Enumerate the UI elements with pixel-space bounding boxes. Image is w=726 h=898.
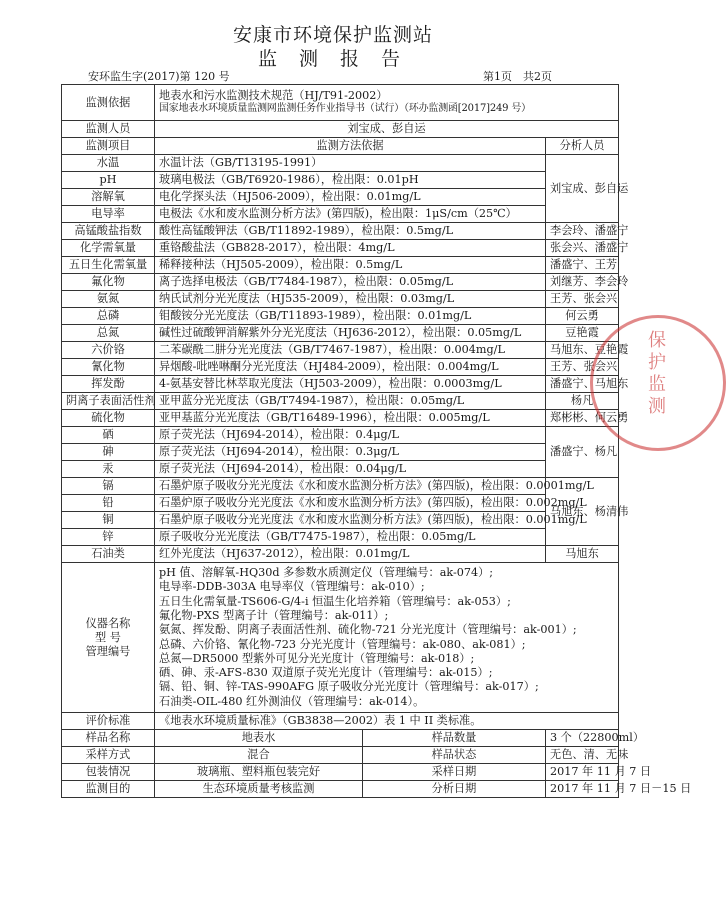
sampling-method-value: 混合	[155, 747, 363, 764]
item-analyst: 郑彬彬、何云勇	[546, 410, 619, 427]
item-name: 锌	[62, 529, 155, 546]
purpose-value: 生态环境质量考核监测	[155, 781, 363, 798]
item-method: 亚甲蓝分光光度法（GB/T7494-1987），检出限：0.05mg/L	[155, 393, 546, 410]
instrument-line: 电导率-DDB-303A 电导率仪（管理编号：ak-010）;	[159, 580, 425, 594]
item-name: 硒	[62, 427, 155, 444]
item-method: 红外光度法（HJ637-2012），检出限：0.01mg/L	[155, 546, 546, 563]
item-row	[62, 240, 619, 257]
item-analyst: 豆艳霞	[546, 325, 619, 342]
item-analyst: 刘继芳、李会玲	[546, 274, 619, 291]
item-name: 总磷	[62, 308, 155, 325]
staff-label: 监测人员	[62, 121, 155, 138]
item-row	[62, 189, 619, 206]
item-name: 铜	[62, 512, 155, 529]
instrument-line: 五日生化需氧量-TS606-G/4-i 恒温生化培养箱（管理编号：ak-053）;	[159, 594, 511, 608]
item-row	[62, 546, 619, 563]
instrument-line: 总磷、六价铬、氰化物-723 分光光度计（管理编号：ak-080、ak-081）;	[159, 637, 526, 651]
item-method: 重铬酸盐法（GB828-2017），检出限：4mg/L	[155, 240, 546, 257]
item-analyst: 潘盛宁、马旭东	[546, 376, 619, 393]
organization-title: 安康市环境保护监测站	[232, 24, 433, 46]
item-name: pH	[62, 172, 155, 189]
item-row	[62, 291, 619, 308]
col-header-item: 监测项目	[62, 138, 155, 155]
item-row	[62, 478, 619, 495]
sampling-date-label: 采样日期	[363, 764, 546, 781]
item-row	[62, 444, 619, 461]
item-row	[62, 410, 619, 427]
staff-value: 刘宝成、彭自运	[155, 121, 619, 138]
document-number: 安环监生字(2017)第 120 号	[88, 70, 230, 83]
item-method: 异烟酸-吡唑啉酮分光光度法（HJ484-2009），检出限：0.004mg/L	[155, 359, 546, 376]
package-value: 玻璃瓶、塑料瓶包装完好	[155, 764, 363, 781]
item-row	[62, 342, 619, 359]
item-method: 4-氨基安替比林萃取光度法（HJ503-2009），检出限：0.0003mg/L	[155, 376, 546, 393]
sample-name-label: 样品名称	[62, 730, 155, 747]
purpose-label: 监测目的	[62, 781, 155, 798]
item-method: 离子选择电极法（GB/T7484-1987），检出限：0.05mg/L	[155, 274, 546, 291]
item-method: 石墨炉原子吸收分光光度法《水和废水监测分析方法》(第四版)，检出限：0.001mg/L	[155, 512, 546, 529]
item-name: 阴离子表面活性剂	[62, 393, 155, 410]
official-seal-text: 保护监测	[648, 330, 666, 417]
item-name: 五日生化需氧量	[62, 257, 155, 274]
standard-value: 《地表水环境质量标准》（GB3838—2002）表 1 中 II 类标准。	[155, 713, 619, 730]
item-name: 镉	[62, 478, 155, 495]
item-method: 电化学探头法（HJ506-2009），检出限：0.01mg/L	[155, 189, 546, 206]
item-analyst: 王芳、张会兴	[546, 359, 619, 376]
instrument-line: 镉、铅、铜、锌-TAS-990AFG 原子吸收分光光度计（管理编号：ak-017）;	[159, 680, 539, 694]
item-name: 砷	[62, 444, 155, 461]
item-name: 石油类	[62, 546, 155, 563]
item-name: 溶解氧	[62, 189, 155, 206]
item-name: 氨氮	[62, 291, 155, 308]
item-analyst: 王芳、张会兴	[546, 291, 619, 308]
sample-name-value: 地表水	[155, 730, 363, 747]
item-row	[62, 274, 619, 291]
item-analyst: 何云勇	[546, 308, 619, 325]
item-name: 挥发酚	[62, 376, 155, 393]
instruments-label: 仪器名称 型 号 管理编号	[62, 563, 155, 713]
analysis-date-value: 2017 年 11 月 7 日－15 日	[546, 781, 619, 798]
item-row	[62, 529, 619, 546]
item-name: 电导率	[62, 206, 155, 223]
item-method: 石墨炉原子吸收分光光度法《水和废水监测分析方法》(第四版)，检出限：0.002mg/L	[155, 495, 546, 512]
item-method: 原子荧光法（HJ694-2014），检出限：0.4μg/L	[155, 427, 546, 444]
item-method: 玻璃电极法（GB/T6920-1986），检出限：0.01pH	[155, 172, 546, 189]
item-name: 六价铬	[62, 342, 155, 359]
item-name: 氟化物	[62, 274, 155, 291]
item-method: 电极法《水和废水监测分析方法》(第四版)，检出限：1μS/cm（25℃）	[155, 206, 546, 223]
item-method: 原子荧光法（HJ694-2014），检出限：0.04μg/L	[155, 461, 546, 478]
item-analyst: 潘盛宁、杨凡	[546, 427, 619, 478]
item-row	[62, 427, 619, 444]
sampling-method-label: 采样方式	[62, 747, 155, 764]
item-analyst: 杨凡	[546, 393, 619, 410]
item-method: 二苯碳酰二肼分光光度法（GB/T7467-1987），检出限：0.004mg/L	[155, 342, 546, 359]
item-name: 氰化物	[62, 359, 155, 376]
page-indicator: 第1页 共2页	[483, 70, 552, 83]
item-method: 原子吸收分光光度法（GB/T7475-1987），检出限：0.05mg/L	[155, 529, 546, 546]
item-method: 酸性高锰酸钾法（GB/T11892-1989），检出限：0.5mg/L	[155, 223, 546, 240]
item-method: 纳氏试剂分光光度法（HJ535-2009），检出限：0.03mg/L	[155, 291, 546, 308]
item-method: 亚甲基蓝分光光度法（GB/T16489-1996），检出限：0.005mg/L	[155, 410, 546, 427]
item-analyst: 李会玲、潘盛宁	[546, 223, 619, 240]
item-name: 硫化物	[62, 410, 155, 427]
item-row	[62, 223, 619, 240]
analysis-date-label: 分析日期	[363, 781, 546, 798]
item-row	[62, 257, 619, 274]
instruments-list	[155, 563, 619, 713]
sample-state-value: 无色、清、无味	[546, 747, 619, 764]
basis-value: 地表水和污水监测技术规范（HJ/T91-2002） 国家地表水环境质量监测网监测任务作业指导书（试行）（环办监测函[2017]249 号）	[155, 85, 619, 121]
item-name: 铅	[62, 495, 155, 512]
item-name: 汞	[62, 461, 155, 478]
item-name: 总氮	[62, 325, 155, 342]
item-row	[62, 172, 619, 189]
items-body	[62, 155, 629, 563]
sample-count-label: 样品数量	[363, 730, 546, 747]
instrument-line: 石油类-OIL-480 红外测油仪（管理编号：ak-014）。	[159, 694, 425, 708]
item-method: 原子荧光法（HJ694-2014），检出限：0.3μg/L	[155, 444, 546, 461]
instrument-line: pH 值、溶解氧-HQ30d 多参数水质测定仪（管理编号：ak-074）;	[159, 566, 494, 580]
sampling-date-value: 2017 年 11 月 7 日	[546, 764, 619, 781]
item-method: 稀释接种法（HJ505-2009），检出限：0.5mg/L	[155, 257, 546, 274]
item-method: 钼酸铵分光光度法（GB/T11893-1989），检出限：0.01mg/L	[155, 308, 546, 325]
item-analyst: 潘盛宁、王芳	[546, 257, 619, 274]
instrument-line: 氨氮、挥发酚、阴离子表面活性剂、硫化物-721 分光光度计（管理编号：ak-001）;	[159, 623, 577, 637]
item-row	[62, 325, 619, 342]
instrument-line: 氟化物-PXS 型离子计（管理编号：ak-011）;	[159, 608, 389, 622]
instrument-line: 总氮—DR5000 型紫外可见分光光度计（管理编号：ak-018）;	[159, 651, 475, 665]
item-row	[62, 206, 619, 223]
item-analyst: 马旭东	[546, 546, 619, 563]
report-title: 监 测 报 告	[257, 48, 409, 70]
sample-state-label: 样品状态	[363, 747, 546, 764]
item-row	[62, 495, 619, 512]
item-name: 化学需氧量	[62, 240, 155, 257]
item-analyst: 马旭东、杨清伟	[546, 478, 619, 546]
item-row	[62, 359, 619, 376]
item-row	[62, 376, 619, 393]
item-method: 石墨炉原子吸收分光光度法《水和废水监测分析方法》(第四版)，检出限：0.0001mg/L	[155, 478, 546, 495]
item-analyst: 刘宝成、彭自运	[546, 155, 619, 223]
col-header-analyst: 分析人员	[546, 138, 619, 155]
item-name: 水温	[62, 155, 155, 172]
item-analyst: 马旭东、豆艳霞	[546, 342, 619, 359]
item-row	[62, 461, 619, 478]
item-row	[62, 155, 619, 172]
package-label: 包装情况	[62, 764, 155, 781]
item-method: 水温计法（GB/T13195-1991）	[155, 155, 546, 172]
instrument-line: 硒、砷、汞-AFS-830 双道原子荧光光度计（管理编号：ak-015）;	[159, 666, 493, 680]
item-method: 碱性过硫酸钾消解紫外分光光度法（HJ636-2012），检出限：0.05mg/L	[155, 325, 546, 342]
item-row	[62, 512, 619, 529]
col-header-method: 监测方法依据	[155, 138, 546, 155]
basis-label: 监测依据	[62, 85, 155, 121]
item-name: 高锰酸盐指数	[62, 223, 155, 240]
item-row	[62, 393, 619, 410]
standard-label: 评价标准	[62, 713, 155, 730]
item-row	[62, 308, 619, 325]
item-analyst: 张会兴、潘盛宁	[546, 240, 619, 257]
sample-count-value: 3 个（22800ml）	[546, 730, 619, 747]
